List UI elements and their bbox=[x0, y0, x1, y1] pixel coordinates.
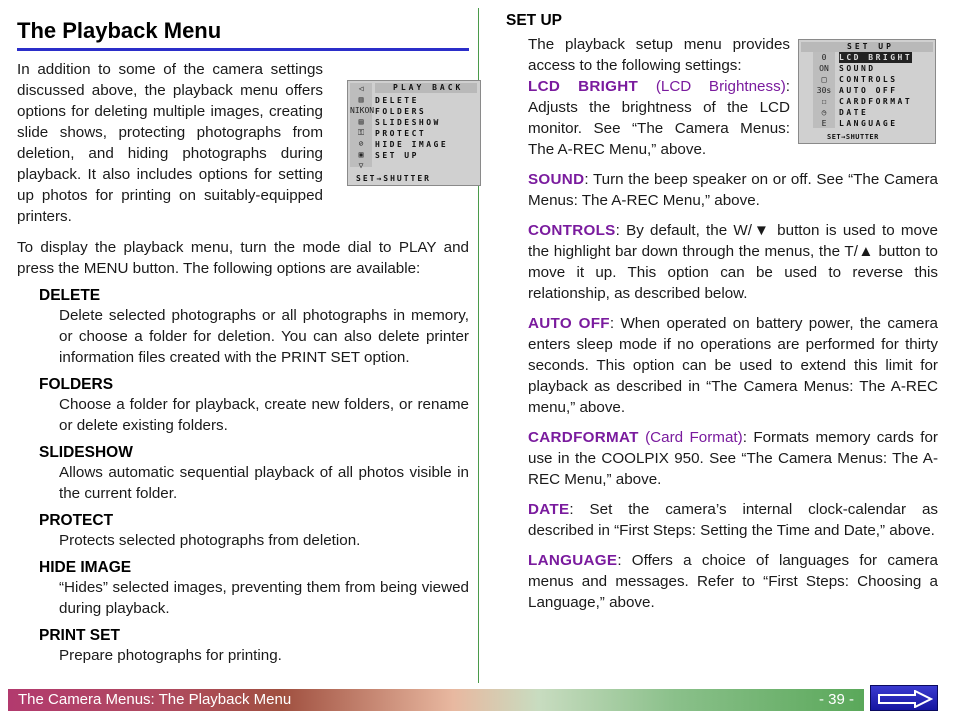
auto-off-label: 30s bbox=[816, 86, 832, 95]
setup-menu-lcd bbox=[798, 39, 936, 144]
keyword: CONTROLS bbox=[528, 222, 616, 239]
controls-icon: □ bbox=[821, 75, 827, 84]
footer-section-title: The Camera Menus: The Playback Menu bbox=[18, 691, 292, 708]
option-description: Choose a folder for playback, create new folders, or rename or delete existing folders. bbox=[59, 396, 469, 434]
lcd-item: DELETE bbox=[375, 96, 419, 105]
setup-intro: The playback setup menu provides access to the following settings: bbox=[528, 36, 790, 74]
lcd-item: PROTECT bbox=[375, 129, 427, 138]
lcd-footer: SET→SHUTTER bbox=[827, 133, 879, 141]
controls-entry bbox=[528, 220, 938, 304]
lcd-item: SET UP bbox=[375, 151, 419, 160]
entry-text: : Formats memory cards for use in the COOLPIX 950. See “The Camera Menus: The A-REC Menu,” above. bbox=[528, 429, 938, 488]
date-entry bbox=[528, 499, 938, 541]
keyword-note: (Card Format) bbox=[645, 429, 743, 446]
lcd-footer: SET→SHUTTER bbox=[356, 174, 431, 183]
page-number: - 39 - bbox=[818, 691, 854, 708]
playback-icon: ◁ bbox=[358, 84, 364, 93]
option-heading: PROTECT bbox=[39, 512, 114, 529]
lcd-item: HIDE IMAGE bbox=[375, 140, 449, 149]
keyword: CARDFORMAT bbox=[528, 429, 639, 446]
keyword: LCD BRIGHT bbox=[528, 78, 639, 95]
intro-paragraph-2: To display the playback menu, turn the mode dial to PLAY and press the MENU button. The following options are available: bbox=[17, 239, 469, 277]
lcd-items bbox=[839, 52, 912, 129]
lcd-item: SLIDESHOW bbox=[375, 118, 441, 127]
lcd-item: SOUND bbox=[839, 64, 876, 73]
lcd-item: CARDFORMAT bbox=[839, 97, 913, 106]
right-column bbox=[506, 12, 938, 613]
entry-text: : Set the camera’s internal clock-calendar as described in “First Steps: Setting the Time and Date,” above. bbox=[528, 501, 938, 539]
option-description: Delete selected photographs or all photographs in memory, or choose a folder for deletion. You can also delete printer information files created with the PRINT SET option. bbox=[59, 307, 469, 366]
hide-icon: ⊘ bbox=[358, 139, 364, 148]
page-title: The Playback Menu bbox=[17, 18, 222, 43]
lcd-icon-column bbox=[350, 83, 375, 170]
footer-bar bbox=[8, 689, 864, 711]
lcd-item: CONTROLS bbox=[839, 75, 898, 84]
option-description: Prepare photographs for printing. bbox=[59, 647, 282, 664]
keyword: AUTO OFF bbox=[528, 315, 610, 332]
slideshow-icon: ▤ bbox=[358, 117, 364, 126]
brightness-label: 0 bbox=[821, 53, 827, 62]
entry-text: : When operated on battery power, the camera enters sleep mode if no operations are performed for thirty seconds. This option can be used to extend this limit for playback as described in “The Camera Menus: The A-REC menu,” above. bbox=[528, 315, 938, 416]
option-description: “Hides” selected images, preventing them from being viewed during playback. bbox=[59, 579, 469, 617]
lcd-header: SET UP bbox=[801, 42, 933, 52]
print-icon: ▣ bbox=[358, 150, 364, 159]
entry-text: : Adjusts the brightness of the LCD monitor. See “The Camera Menus: The A-REC Menu,” above. bbox=[528, 78, 790, 158]
option-heading: SLIDESHOW bbox=[39, 444, 133, 461]
lcd-item: LANGUAGE bbox=[839, 119, 898, 128]
options-list bbox=[17, 287, 469, 666]
entry-text: : Offers a choice of languages for camera menus and messages. Refer to “First Steps: Choosing a Language,” above. bbox=[528, 552, 938, 611]
arrow-right-icon bbox=[877, 690, 933, 708]
card-icon: ☐ bbox=[821, 97, 827, 106]
next-page-button[interactable] bbox=[870, 685, 938, 711]
entry-text: : By default, the W/▼ button is used to move the highlight bar down through the menus, the T/▲ button to move it up. This option can be used to reverse this relationship, as described below. bbox=[528, 222, 938, 302]
playback-menu-lcd bbox=[347, 80, 481, 186]
lcd-bright-entry bbox=[528, 76, 790, 160]
option-description: Allows automatic sequential playback of all photos visible in the current folder. bbox=[59, 464, 469, 502]
option-heading: HIDE IMAGE bbox=[39, 559, 132, 576]
option-heading: FOLDERS bbox=[39, 376, 114, 393]
lcd-item: DATE bbox=[839, 108, 869, 117]
keyword-note: (LCD Brightness) bbox=[655, 78, 786, 95]
key-icon: ⚿ bbox=[357, 128, 365, 137]
lcd-items bbox=[375, 95, 448, 161]
intro-paragraph: In addition to some of the camera settings discussed above, the playback menu offers options for deleting multiple images, creating slide shows, protecting photographs from deletion, and hiding photographs during playback. It also includes options for setting up photos for printing on suitably-equipped printers. bbox=[17, 61, 323, 225]
lcd-item: FOLDERS bbox=[375, 107, 427, 116]
lcd-header: PLAY BACK bbox=[375, 83, 477, 93]
lcd-item-selected: LCD BRIGHT bbox=[839, 53, 913, 62]
keyword: SOUND bbox=[528, 171, 585, 188]
clock-icon: ◷ bbox=[821, 108, 827, 117]
cardformat-entry bbox=[528, 427, 938, 490]
lcd-item: AUTO OFF bbox=[839, 86, 898, 95]
folder-label: NIKON bbox=[350, 106, 375, 115]
setup-icon: ▽ bbox=[358, 161, 364, 170]
entry-text: : Turn the beep speaker on or off. See “The Camera Menus: The A-REC Menu,” above. bbox=[528, 171, 938, 209]
trash-icon: ▥ bbox=[358, 95, 364, 104]
keyword: DATE bbox=[528, 501, 570, 518]
option-heading: PRINT SET bbox=[39, 627, 120, 644]
sound-on-label: ON bbox=[819, 64, 829, 73]
setup-heading: SET UP bbox=[506, 12, 562, 29]
sound-entry bbox=[528, 169, 938, 211]
language-entry bbox=[528, 550, 938, 613]
option-heading: DELETE bbox=[39, 287, 101, 304]
keyword: LANGUAGE bbox=[528, 552, 618, 569]
language-label: E bbox=[821, 119, 827, 128]
left-column bbox=[17, 18, 469, 666]
title-rule bbox=[17, 48, 469, 51]
option-description: Protects selected photographs from deletion. bbox=[59, 532, 361, 549]
auto-off-entry bbox=[528, 313, 938, 418]
lcd-icon-column bbox=[813, 52, 835, 128]
